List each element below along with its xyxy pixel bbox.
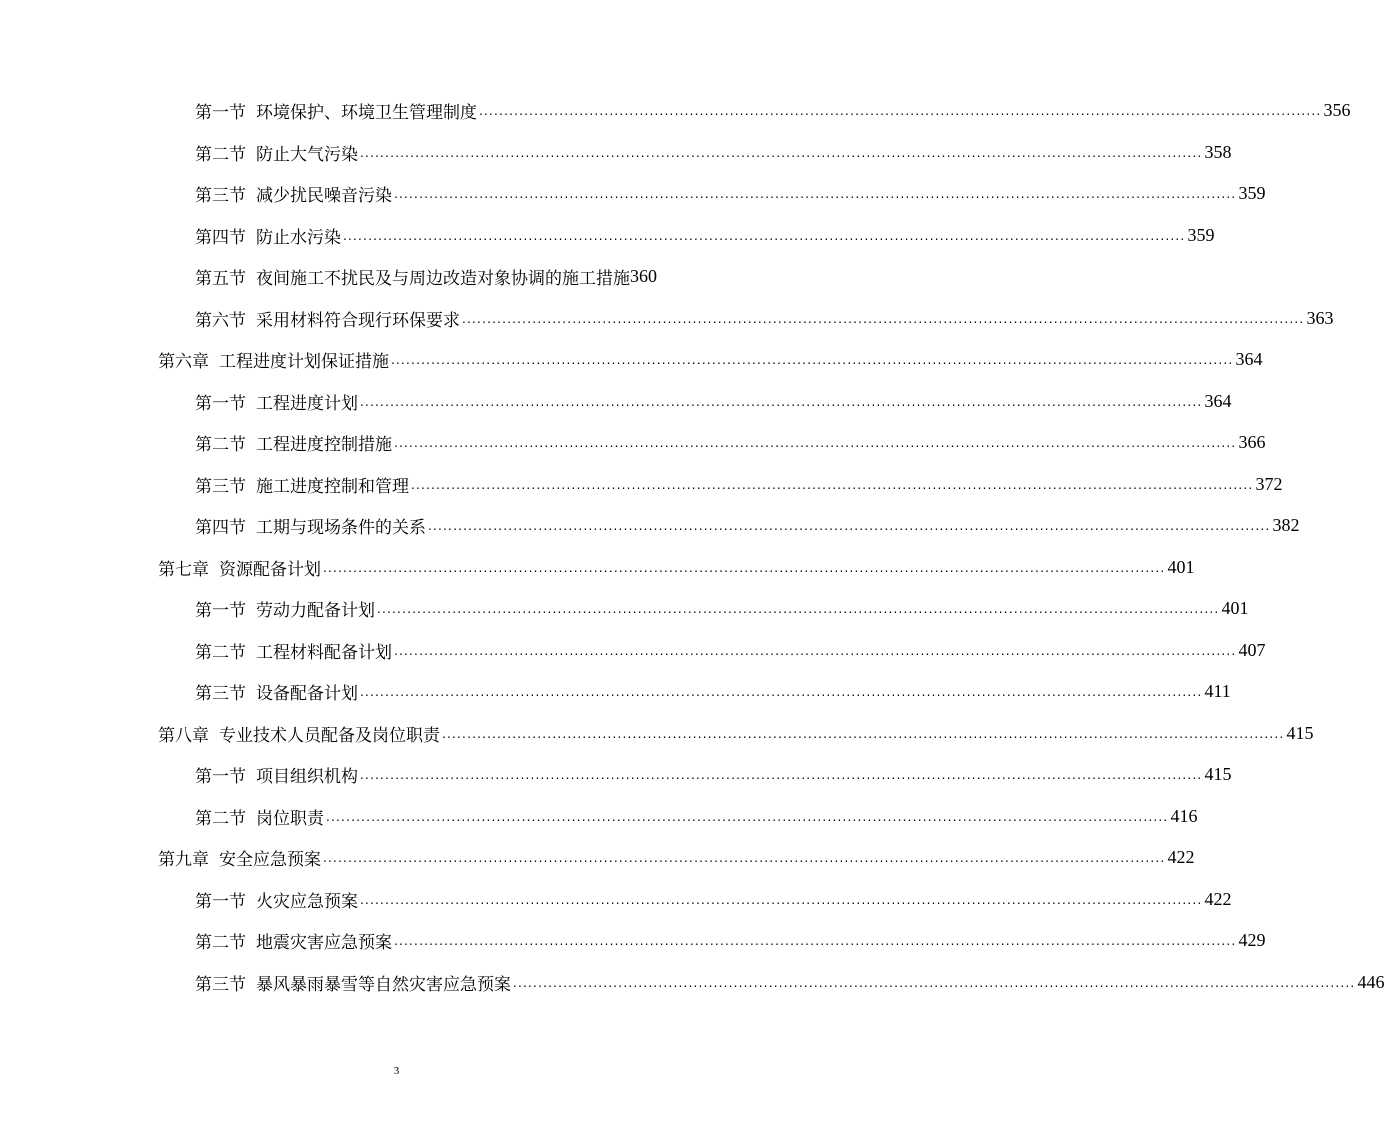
toc-entry-title: 项目组织机构	[256, 767, 358, 788]
toc-entry-label: 第四节	[195, 518, 246, 539]
toc-section-entry[interactable]	[0, 879, 1232, 921]
dot-leader	[394, 932, 1236, 949]
dot-leader	[391, 351, 1233, 368]
toc-entry-title: 工程进度计划	[256, 393, 358, 414]
toc-entry-title: 岗位职责	[256, 808, 324, 829]
dot-leader	[513, 974, 1355, 991]
toc-entry-page: 382	[1272, 515, 1300, 536]
toc-entry-page: 422	[1167, 847, 1195, 868]
dot-leader	[323, 559, 1165, 576]
toc-entry-page: 356	[1323, 100, 1351, 121]
toc-entry-page: 359	[1238, 183, 1266, 204]
toc-entry-title: 环境保护、环境卫生管理制度	[256, 103, 477, 124]
toc-entry-label: 第一节	[195, 601, 246, 622]
toc-chapter-entry[interactable]	[0, 713, 1314, 755]
toc-entry-page: 401	[1167, 556, 1195, 577]
toc-entry-page: 364	[1204, 390, 1232, 411]
toc-section-entry[interactable]	[0, 671, 1231, 713]
toc-entry-label: 第二节	[195, 144, 246, 165]
toc-chapter-entry[interactable]	[0, 339, 1263, 381]
table-of-contents	[0, 90, 1384, 1003]
toc-section-entry[interactable]	[0, 754, 1232, 796]
dot-leader	[360, 766, 1202, 783]
dot-leader	[394, 642, 1236, 659]
toc-entry-title: 减少扰民噪音污染	[256, 186, 392, 207]
toc-entry-title: 设备配备计划	[256, 684, 358, 705]
dot-leader	[360, 891, 1202, 908]
toc-entry-title: 施工进度控制和管理	[256, 476, 409, 497]
toc-entry-title: 工程进度计划保证措施	[219, 352, 389, 373]
toc-entry-title: 劳动力配备计划	[256, 601, 375, 622]
toc-entry-page: 407	[1238, 639, 1266, 660]
dot-leader	[479, 102, 1321, 119]
toc-entry-label: 第八章	[158, 725, 209, 746]
dot-leader	[442, 725, 1284, 742]
toc-entry-page: 358	[1204, 141, 1232, 162]
toc-entry-page: 359	[1187, 224, 1215, 245]
toc-entry-title: 专业技术人员配备及岗位职责	[219, 725, 440, 746]
toc-entry-label: 第一节	[195, 767, 246, 788]
toc-section-entry[interactable]	[0, 256, 868, 298]
toc-entry-page: 372	[1255, 473, 1283, 494]
toc-entry-title: 工程进度控制措施	[256, 435, 392, 456]
toc-section-entry[interactable]	[0, 588, 1249, 630]
toc-chapter-entry[interactable]	[0, 837, 1195, 879]
toc-entry-page: 415	[1204, 764, 1232, 785]
toc-entry-label: 第二节	[195, 808, 246, 829]
toc-section-entry[interactable]	[0, 381, 1232, 423]
dot-leader	[326, 808, 1168, 825]
toc-entry-title: 防止水污染	[256, 227, 341, 248]
toc-entry-title: 工程材料配备计划	[256, 642, 392, 663]
toc-entry-page: 429	[1238, 930, 1266, 951]
toc-chapter-entry[interactable]	[0, 547, 1195, 589]
dot-leader	[360, 683, 1202, 700]
toc-entry-title: 工期与现场条件的关系	[256, 518, 426, 539]
dot-leader	[428, 517, 1270, 534]
dot-leader	[462, 310, 1304, 327]
toc-entry-page: 401	[1221, 598, 1249, 619]
toc-section-entry[interactable]	[0, 215, 1215, 257]
toc-entry-page: 363	[1306, 307, 1334, 328]
toc-entry-label: 第一节	[195, 891, 246, 912]
toc-entry-label: 第四节	[195, 227, 246, 248]
toc-entry-label: 第九章	[158, 850, 209, 871]
toc-section-entry[interactable]	[0, 173, 1266, 215]
page-number: 3	[393, 1065, 400, 1077]
toc-section-entry[interactable]	[0, 920, 1266, 962]
dot-leader	[360, 144, 1202, 161]
toc-entry-label: 第三节	[195, 974, 246, 995]
toc-section-entry[interactable]	[0, 796, 1198, 838]
toc-entry-title: 火灾应急预案	[256, 891, 358, 912]
toc-entry-label: 第二节	[195, 435, 246, 456]
toc-section-entry[interactable]	[0, 962, 1384, 1004]
toc-section-entry[interactable]	[0, 505, 1300, 547]
toc-entry-title: 资源配备计划	[219, 559, 321, 580]
toc-section-entry[interactable]	[0, 298, 1334, 340]
toc-entry-title: 采用材料符合现行环保要求	[256, 310, 460, 331]
toc-entry-label: 第六章	[158, 352, 209, 373]
toc-section-entry[interactable]	[0, 422, 1266, 464]
toc-entry-page: 360	[630, 266, 657, 287]
toc-entry-title: 暴风暴雨暴雪等自然灾害应急预案	[256, 974, 511, 995]
dot-leader	[343, 227, 1185, 244]
toc-entry-label: 第三节	[195, 186, 246, 207]
dot-leader	[394, 434, 1236, 451]
toc-entry-page: 416	[1170, 805, 1198, 826]
toc-entry-label: 第一节	[195, 393, 246, 414]
toc-section-entry[interactable]	[0, 630, 1266, 672]
toc-entry-page: 422	[1204, 888, 1232, 909]
dot-leader	[377, 600, 1219, 617]
toc-entry-title: 夜间施工不扰民及与周边改造对象协调的施工措施	[256, 269, 630, 290]
toc-entry-label: 第二节	[195, 933, 246, 954]
dot-leader	[411, 476, 1253, 493]
dot-leader	[360, 393, 1202, 410]
toc-section-entry[interactable]	[0, 132, 1232, 174]
toc-section-entry[interactable]	[0, 90, 1351, 132]
toc-entry-title: 防止大气污染	[256, 144, 358, 165]
toc-entry-page: 446	[1357, 971, 1384, 992]
toc-entry-label: 第三节	[195, 476, 246, 497]
toc-entry-page: 415	[1286, 722, 1314, 743]
toc-entry-title: 地震灾害应急预案	[256, 933, 392, 954]
dot-leader	[323, 849, 1165, 866]
toc-entry-label: 第六节	[195, 310, 246, 331]
toc-entry-label: 第三节	[195, 684, 246, 705]
dot-leader	[394, 185, 1236, 202]
toc-entry-label: 第二节	[195, 642, 246, 663]
toc-section-entry[interactable]	[0, 464, 1283, 506]
toc-entry-label: 第五节	[195, 269, 246, 290]
toc-entry-page: 364	[1235, 349, 1263, 370]
toc-entry-page: 411	[1204, 681, 1231, 702]
toc-entry-page: 366	[1238, 432, 1266, 453]
toc-entry-label: 第一节	[195, 103, 246, 124]
toc-entry-label: 第七章	[158, 559, 209, 580]
toc-entry-title: 安全应急预案	[219, 850, 321, 871]
